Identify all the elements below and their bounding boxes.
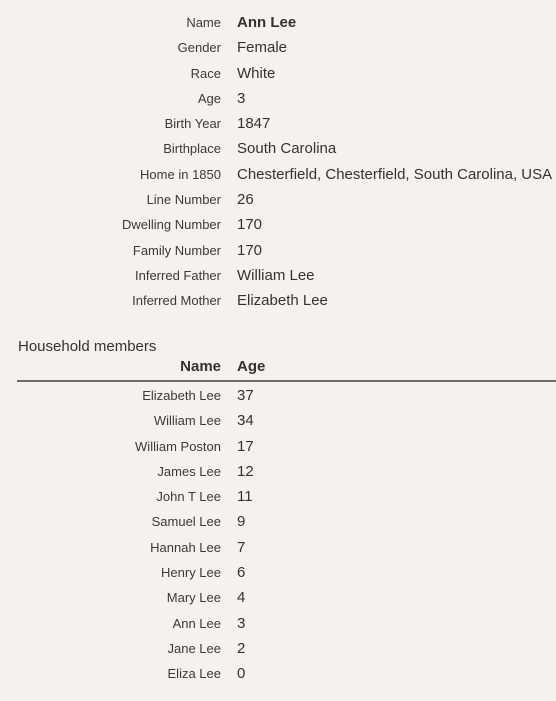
table-row <box>17 488 556 513</box>
table-row <box>17 589 556 614</box>
member-name: John T Lee <box>156 489 221 505</box>
record-row-dwelling-number <box>0 216 556 241</box>
field-label: Home in 1850 <box>140 166 221 182</box>
table-row <box>17 513 556 538</box>
record-row-name <box>0 14 556 39</box>
record-row-gender <box>0 39 556 64</box>
field-label: Inferred Mother <box>132 293 221 309</box>
household-table <box>17 358 556 691</box>
table-row <box>17 615 556 640</box>
record-row-race <box>0 65 556 90</box>
record-row-inferred-father <box>0 267 556 292</box>
field-value: 170 <box>237 241 263 259</box>
record-row-birthplace <box>0 140 556 165</box>
table-row <box>17 387 556 412</box>
field-value: Female <box>237 39 288 57</box>
member-name: Henry Lee <box>161 565 221 581</box>
record-row-home <box>0 166 556 191</box>
member-name: Elizabeth Lee <box>142 388 221 403</box>
member-name: Samuel Lee <box>151 514 221 530</box>
record-row-age <box>0 90 556 115</box>
field-label: Race <box>190 65 221 81</box>
member-age: 34 <box>237 412 254 430</box>
member-age: 6 <box>237 564 246 582</box>
field-value: South Carolina <box>237 140 337 158</box>
member-age: 3 <box>237 614 246 632</box>
table-row <box>17 640 556 665</box>
table-row <box>17 463 556 488</box>
record-row-birth-year <box>0 115 556 140</box>
member-age: 2 <box>237 639 246 657</box>
field-value: William Lee <box>237 266 315 284</box>
record-row-inferred-mother <box>0 292 556 317</box>
member-age: 37 <box>237 387 254 404</box>
column-header-age: Age <box>237 358 266 375</box>
household-table-header <box>17 358 556 382</box>
field-value: Elizabeth Lee <box>237 292 328 310</box>
field-value: Chesterfield, Chesterfield, South Carolina, USA <box>237 165 553 183</box>
table-row <box>17 539 556 564</box>
field-label: Birthplace <box>163 141 221 157</box>
member-age: 7 <box>237 538 246 556</box>
field-label: Name <box>186 15 221 30</box>
member-name: Eliza Lee <box>167 666 221 682</box>
table-row <box>17 665 556 690</box>
field-value: 170 <box>237 216 263 234</box>
household-heading: Household members <box>18 338 157 355</box>
field-value: 1847 <box>237 115 271 133</box>
member-age: 11 <box>237 488 253 506</box>
member-age: 0 <box>237 665 246 683</box>
household-rows <box>17 382 556 691</box>
table-row <box>17 438 556 463</box>
member-name: Mary Lee <box>166 590 221 606</box>
table-row <box>17 564 556 589</box>
member-name: James Lee <box>157 463 221 479</box>
member-name: William Poston <box>135 438 221 454</box>
field-label: Dwelling Number <box>122 217 221 233</box>
member-name: Hannah Lee <box>150 539 221 555</box>
table-row <box>17 412 556 437</box>
member-age: 4 <box>237 589 246 607</box>
member-name: William Lee <box>153 413 221 429</box>
member-age: 9 <box>237 513 246 531</box>
field-label: Age <box>197 90 221 106</box>
member-age: 17 <box>237 437 254 455</box>
field-value: 26 <box>237 191 254 209</box>
field-label: Inferred Father <box>135 267 221 283</box>
field-value: White <box>237 64 276 82</box>
field-value: Ann Lee <box>237 14 297 31</box>
member-name: Jane Lee <box>167 640 221 656</box>
field-label: Line Number <box>146 192 221 208</box>
record-row-family-number <box>0 242 556 267</box>
member-age: 12 <box>237 462 254 480</box>
record-row-line-number <box>0 191 556 216</box>
column-header-name: Name <box>180 358 221 375</box>
field-value: 3 <box>237 89 246 107</box>
member-name: Ann Lee <box>172 615 221 631</box>
field-label: Family Number <box>132 242 221 258</box>
record-details <box>0 14 556 318</box>
field-label: Birth Year <box>164 116 221 132</box>
field-label: Gender <box>177 40 221 56</box>
